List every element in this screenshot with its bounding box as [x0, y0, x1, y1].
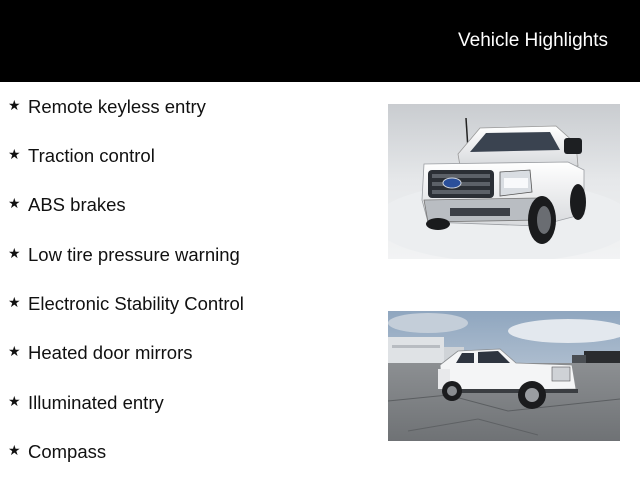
star-icon: ★ [8, 194, 21, 211]
truck-front-image [388, 104, 620, 259]
feature-label: Compass [28, 441, 107, 462]
header-bar [0, 0, 640, 82]
feature-item [8, 92, 206, 122]
feature-label: ABS brakes [28, 194, 126, 215]
star-icon: ★ [8, 293, 21, 310]
feature-label: Remote keyless entry [28, 96, 206, 117]
feature-item [8, 437, 106, 467]
feature-label: Illuminated entry [28, 392, 164, 413]
feature-item [8, 190, 126, 220]
truck-side-image [388, 311, 620, 441]
feature-item [8, 240, 240, 270]
vehicle-photo-front[interactable] [388, 104, 620, 259]
feature-item [8, 338, 193, 368]
feature-label: Traction control [28, 145, 155, 166]
feature-item [8, 388, 164, 418]
star-icon: ★ [8, 392, 21, 409]
feature-label: Low tire pressure warning [28, 244, 240, 265]
star-icon: ★ [8, 96, 21, 113]
feature-item [8, 289, 244, 319]
star-icon: ★ [8, 342, 21, 359]
page-title: Vehicle Highlights [458, 30, 608, 51]
star-icon: ★ [8, 145, 21, 162]
star-icon: ★ [8, 441, 21, 458]
vehicle-photo-side[interactable] [388, 311, 620, 441]
feature-item [8, 141, 155, 171]
star-icon: ★ [8, 244, 21, 261]
feature-label: Heated door mirrors [28, 342, 193, 363]
feature-label: Electronic Stability Control [28, 293, 244, 314]
